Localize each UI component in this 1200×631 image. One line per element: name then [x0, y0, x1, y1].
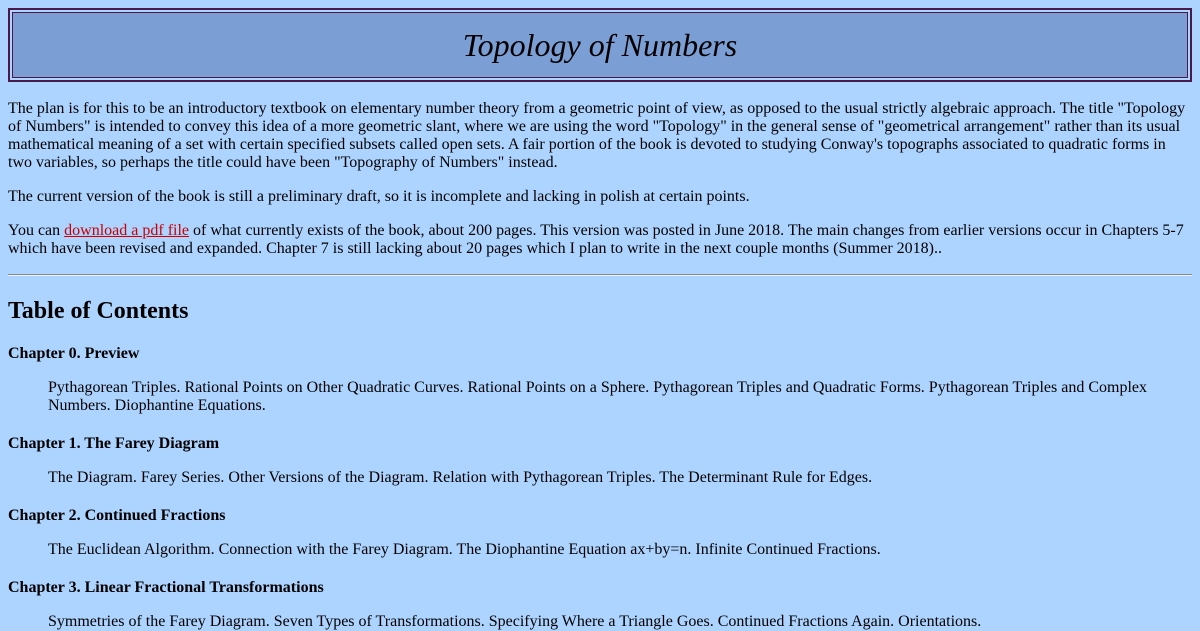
intro-paragraph-3 — [8, 222, 1192, 258]
toc-chapter — [8, 579, 1192, 631]
toc-list — [8, 345, 1192, 631]
toc-heading: Table of Contents — [8, 298, 189, 324]
toc-chapter — [8, 345, 1192, 415]
chapter-title: Chapter 2. Continued Fractions — [8, 507, 226, 524]
intro-paragraph-1: The plan is for this to be an introductory textbook on elementary number theory from a geometric point of view, as opposed to the usual strictly algebraic approach. The title "Topology of Numbers" is intended to convey this idea of a more geometric slant, where we are using the word "Topology" in the general sense of "geometrical arrangement" rather than its usual mathematical meaning of a set with certain specified subsets called open sets. A fair portion of the book is devoted to studying Conway's topographs associated to quadratic forms in two variables, so perhaps the title could have been "Topography of Numbers" instead. — [8, 100, 1186, 171]
chapter-title: Chapter 3. Linear Fractional Transformations — [8, 579, 324, 596]
chapter-description: Symmetries of the Farey Diagram. Seven Types of Transformations. Specifying Where a Triangle Goes. Continued Fractions Again. Orientations. — [48, 613, 982, 630]
title-banner — [8, 8, 1192, 82]
chapter-description: The Diagram. Farey Series. Other Versions of the Diagram. Relation with Pythagorean Triples. The Determinant Rule for Edges. — [48, 469, 873, 486]
chapter-title: Chapter 1. The Farey Diagram — [8, 435, 220, 452]
download-suffix-text: of what currently exists of the book, about 200 pages. This version was posted in June 2018. The main changes from earlier versions occur in Chapters 5-7 which have been revised and expanded. Chapter 7 is still lacking about 20 pages which I plan to write in the next couple months (Summer 2018).. — [8, 222, 1184, 257]
chapter-title: Chapter 0. Preview — [8, 345, 140, 362]
intro-paragraph-2: The current version of the book is still a preliminary draft, so it is incomplete and lacking in polish at certain points. — [8, 188, 750, 205]
download-pdf-link[interactable]: download a pdf file — [64, 222, 190, 239]
page-title: Topology of Numbers — [462, 27, 738, 63]
chapter-description: Pythagorean Triples. Rational Points on Other Quadratic Curves. Rational Points on a Sphere. Pythagorean Triples and Quadratic Forms. Pythagorean Triples and Complex Numbers. Diophantine Equations. — [48, 379, 1147, 414]
title-banner-inner — [12, 12, 1188, 78]
download-prefix-text: You can — [8, 222, 65, 239]
toc-chapter — [8, 507, 1192, 559]
toc-chapter — [8, 435, 1192, 487]
chapter-description: The Euclidean Algorithm. Connection with the Farey Diagram. The Diophantine Equation ax+by=n. Infinite Continued Fractions. — [48, 541, 881, 558]
section-divider — [8, 274, 1192, 276]
